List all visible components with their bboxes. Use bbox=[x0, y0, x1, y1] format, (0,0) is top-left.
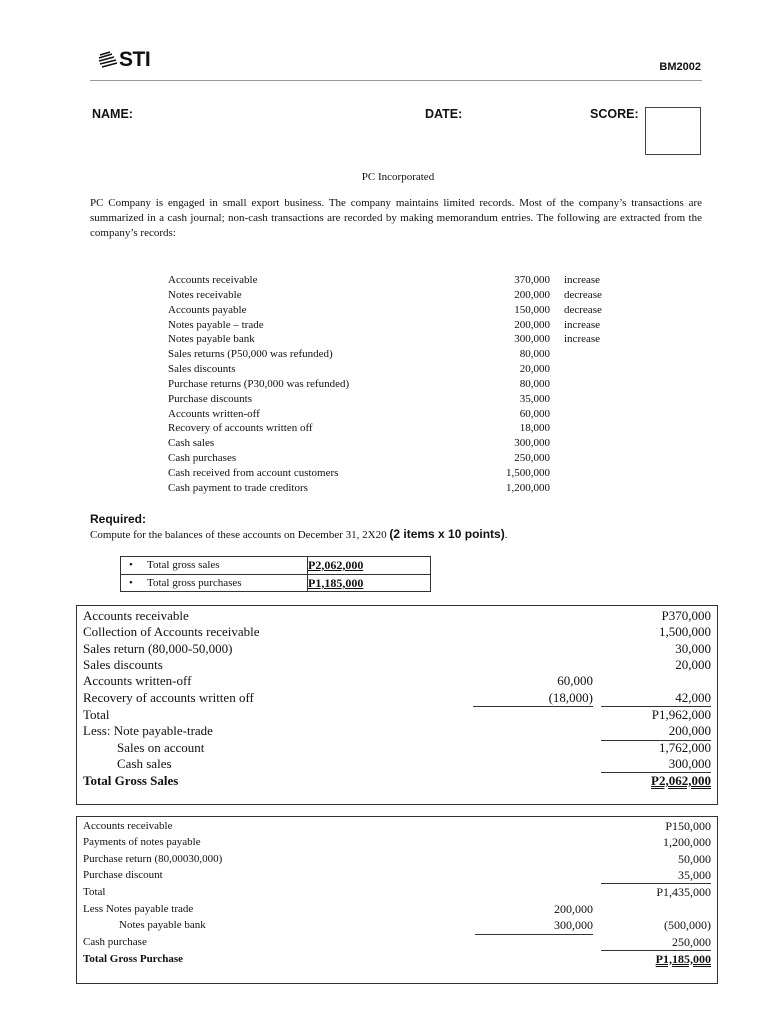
answer-value: P1,185,000 bbox=[308, 576, 364, 590]
sti-swoosh-icon bbox=[98, 51, 118, 69]
list-item: Accounts payable 150,000 decrease bbox=[168, 303, 602, 316]
table-row: Cash purchase 250,000 bbox=[83, 934, 711, 950]
document-code: BM2002 bbox=[659, 61, 701, 73]
table-row: Less Notes payable trade 200,000 bbox=[83, 902, 593, 916]
header-divider bbox=[90, 80, 702, 81]
table-row: Less: Note payable-trade 200,000 bbox=[83, 723, 711, 739]
facts-list bbox=[168, 273, 644, 496]
list-item: Accounts written-off 60,000 bbox=[168, 407, 550, 420]
list-item: Cash payment to trade creditors 1,200,000 bbox=[168, 481, 550, 494]
list-item: Cash purchases 250,000 bbox=[168, 452, 550, 465]
list-item: Purchase discounts 35,000 bbox=[168, 392, 550, 405]
required-heading: Required: bbox=[90, 512, 147, 526]
list-item: Notes payable – trade 200,000 increase bbox=[168, 318, 601, 331]
required-text: Compute for the balances of these accounts on December 31, 2X20 (2 items x 10 points). bbox=[90, 527, 508, 541]
list-item: Purchase returns (P30,000 was refunded) 80,000 bbox=[168, 377, 550, 390]
table-row: Cash sales 300,000 bbox=[83, 756, 711, 772]
intro-paragraph: PC Company is engaged in small export business. The company maintains limited records. Most of the company’s transactions are summarized in a cash journal; non-cash transactions are recorded by making memorandum entries. The following are extracted from the company’s records: bbox=[90, 197, 702, 239]
list-item: Cash received from account customers 1,500,000 bbox=[168, 466, 550, 479]
table-row: Notes payable bank 300,000 (500,000) bbox=[83, 917, 711, 933]
score-label: SCORE: bbox=[590, 107, 639, 121]
table-row: • Total gross sales P2,062,000 bbox=[121, 557, 430, 574]
table-row: Total P1,435,000 bbox=[83, 884, 711, 899]
table-row: Accounts written-off 60,000 bbox=[83, 673, 593, 689]
table-row: Recovery of accounts written off (18,000) 42,000 bbox=[83, 690, 711, 706]
table-row: • Total gross purchases P1,185,000 bbox=[121, 574, 430, 592]
list-item: Notes receivable 200,000 decrease bbox=[168, 288, 602, 301]
list-item: Cash sales 300,000 bbox=[168, 437, 550, 450]
table-row: Total Gross Sales P2,062,000 bbox=[83, 773, 711, 788]
table-row: Accounts receivable P370,000 bbox=[83, 608, 711, 623]
table-row: Purchase return (80,00030,000) 50,000 bbox=[83, 851, 711, 866]
list-item: Recovery of accounts written off 18,000 bbox=[168, 422, 550, 435]
logo-text: STI bbox=[119, 48, 151, 71]
table-row: Payments of notes payable 1,200,000 bbox=[83, 835, 711, 850]
list-item: Accounts receivable 370,000 increase bbox=[168, 274, 601, 286]
date-label: DATE: bbox=[425, 107, 463, 121]
table-row: Total P1,962,000 bbox=[83, 707, 711, 722]
name-label: NAME: bbox=[92, 107, 133, 121]
list-item: Sales returns (P50,000 was refunded) 80,000 bbox=[168, 348, 550, 361]
sti-logo bbox=[98, 48, 150, 72]
table-row: Sales return (80,000-50,000) 30,000 bbox=[83, 640, 711, 656]
table-row: Collection of Accounts receivable 1,500,000 bbox=[83, 624, 711, 640]
answer-table bbox=[120, 556, 431, 592]
sales-computation-box bbox=[76, 605, 718, 805]
page-title: PC Incorporated bbox=[361, 171, 435, 183]
table-row: Total Gross Purchase P1,185,000 bbox=[83, 951, 711, 966]
table-row: Sales discounts 20,000 bbox=[83, 656, 711, 672]
score-box[interactable] bbox=[645, 107, 701, 155]
purchase-computation-box bbox=[76, 816, 718, 984]
answer-value: P2,062,000 bbox=[308, 558, 364, 572]
table-row: Purchase discount 35,000 bbox=[83, 867, 711, 883]
table-row: Sales on account 1,762,000 bbox=[117, 739, 711, 755]
list-item: Notes payable bank 300,000 increase bbox=[168, 333, 601, 346]
table-row: Accounts receivable P150,000 bbox=[83, 819, 711, 833]
list-item: Sales discounts 20,000 bbox=[168, 363, 550, 376]
